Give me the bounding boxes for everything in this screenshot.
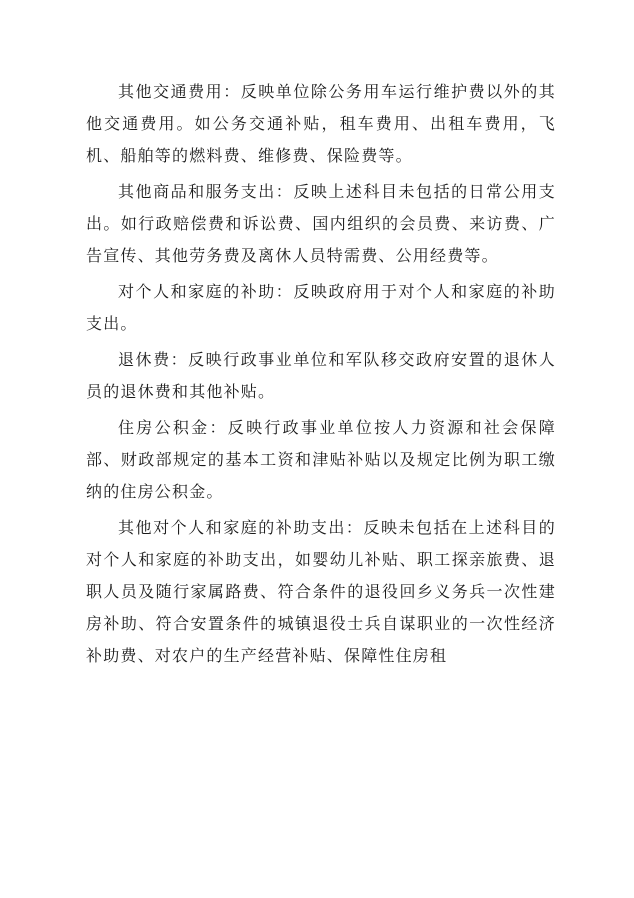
paragraph-other-goods-services: 其他商品和服务支出：反映上述科目未包括的日常公用支出。如行政赔偿费和诉讼费、国内组织的会员费、来访费、广告宣传、其他劳务费及离休人员特需费、公用经费等。 [86, 182, 556, 265]
paragraph-other-transport-costs: 其他交通费用：反映单位除公务用车运行维护费以外的其他交通费用。如公务交通补贴，租车费用、出租车费用，飞机、船舶等的燃料费、维修费、保险费等。 [86, 82, 556, 165]
document-body [86, 76, 556, 676]
paragraph-retirement-pay: 退休费：反映行政事业单位和军队移交政府安置的退休人员的退休费和其他补贴。 [86, 350, 556, 401]
paragraph-subsidy-individuals-families: 对个人和家庭的补助：反映政府用于对个人和家庭的补助支出。 [86, 282, 556, 333]
paragraph-housing-fund: 住房公积金：反映行政事业单位按人力资源和社会保障部、财政部规定的基本工资和津贴补贴以及规定比例为职工缴纳的住房公积金。 [86, 418, 556, 501]
paragraph-other-subsidy-expenditure: 其他对个人和家庭的补助支出：反映未包括在上述科目的对个人和家庭的补助支出，如婴幼儿补贴、职工探亲旅费、退职人员及随行家属路费、符合条件的退役回乡义务兵一次性建房补助、符合安置条件的城镇退役士兵自谋职业的一次性经济补助费、对农户的生产经营补贴、保障性住房租 [86, 518, 556, 665]
